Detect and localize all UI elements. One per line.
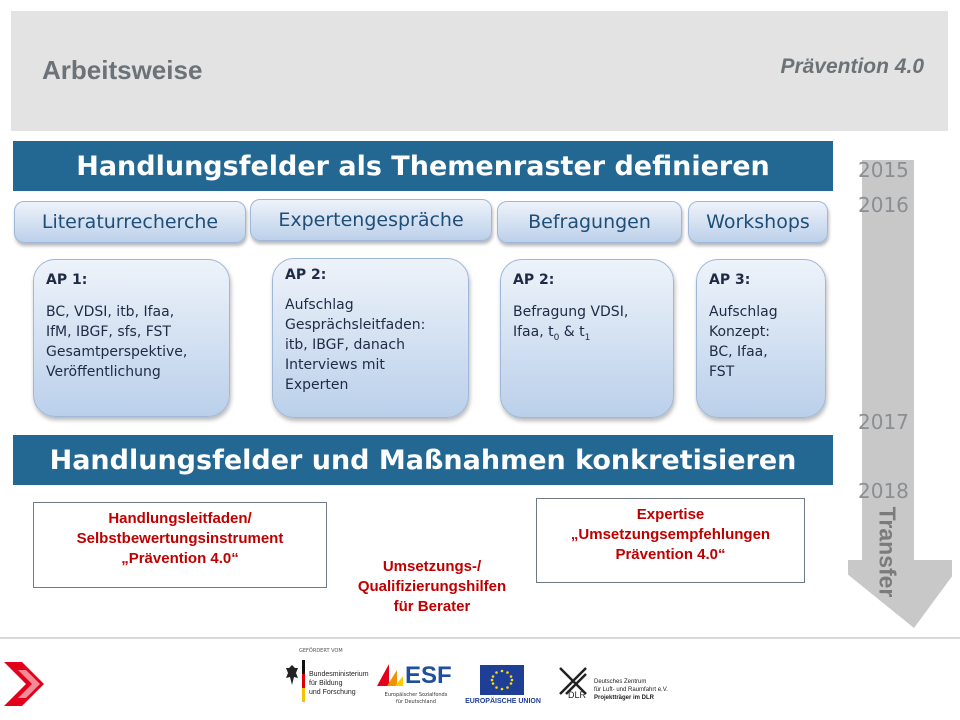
card-ap2-survey [500,259,674,418]
eu-logo [462,665,542,710]
esf-logo [375,660,455,712]
card-title: AP 1: [46,272,88,288]
dlr-logo [556,662,686,712]
bmbf-logo [285,648,370,714]
output-line: Qualifizierungshilfen [357,578,507,595]
card-line: Gesprächsleitfaden: [285,317,426,333]
card-line: Gesamtperspektive, [46,344,188,360]
brand-title: Prävention 4.0 [780,55,924,78]
output-line: Selbstbewertungsinstrument [76,530,284,547]
card-line: Interviews mit [285,357,385,373]
banner-define-fields: Handlungsfelder als Themenraster definieren [13,141,833,191]
card-line: Befragung VDSI, [513,304,629,320]
bmbf-name-line: Bundesministerium [309,671,369,678]
dlr-wordmark: DLR [568,690,587,700]
dlr-caption-line: Projektträger im DLR [594,695,655,701]
flag-black [302,660,305,674]
eu-caption: EUROPÄISCHE UNION [465,698,541,705]
card-line: BC, Ifaa, [709,344,768,360]
output-line: „Umsetzungsempfehlungen [570,526,771,543]
chevron-logo-icon [0,660,52,710]
output-line: Handlungsleitfaden/ [108,510,252,527]
footer-divider [0,637,960,639]
card-line: Veröffentlichung [46,364,161,380]
year-2016: 2016 [858,193,909,217]
flag-red [302,674,305,688]
bmbf-name-line: und Forschung [309,689,356,696]
card-ap1 [33,259,230,417]
output-line: Umsetzungs-/ [382,558,482,575]
output-expertise [536,498,805,583]
card-line: Aufschlag [285,297,354,313]
card-line: IfM, IBGF, sfs, FST [46,324,171,340]
card-line: BC, VDSI, itb, Ifaa, [46,304,175,320]
output-line: „Prävention 4.0“ [121,550,239,567]
card-line-subscript: Ifaa, $t_0$ & $t_1$ [513,324,591,343]
output-guide [33,502,327,588]
card-title: AP 2: [513,272,555,288]
dlr-caption-line: Deutsches Zentrum [594,679,647,685]
dlr-caption-line: für Luft- und Raumfahrt e.V. [594,687,668,693]
year-2015: 2015 [858,158,909,182]
esf-caption-line: Europäischer Sozialfonds [384,692,448,698]
card-title: AP 2: [285,267,327,283]
output-line: für Berater [393,598,471,615]
output-line: Expertise [636,506,705,523]
eu-flag-icon [480,665,524,695]
esf-wordmark: ESF [405,662,452,689]
method-literature: Literaturrecherche [14,201,246,243]
method-surveys: Befragungen [497,201,682,243]
flag-gold [302,688,305,702]
card-line: Aufschlag [709,304,778,320]
year-2018: 2018 [858,479,909,503]
bmbf-caption: GEFÖRDERT VOM [299,648,343,654]
banner-concretize-fields: Handlungsfelder und Maßnahmen konkretisieren [13,435,833,485]
card-ap2-interviews [272,258,469,418]
card-line: itb, IBGF, danach [285,337,405,353]
slide-title: Arbeitsweise [42,55,203,85]
card-ap3 [696,259,826,418]
eagle-icon [285,664,299,686]
transfer-label: Transfer [874,506,901,598]
output-qualification [332,557,532,617]
card-line: Konzept: [709,324,770,340]
year-2017: 2017 [858,410,909,434]
method-expert-interviews: Expertengespräche [250,199,492,241]
output-line: Prävention 4.0“ [615,546,726,563]
esf-caption-line: für Deutschland [396,699,436,705]
card-title: AP 3: [709,272,751,288]
esf-mark-icon [375,662,405,688]
method-workshops: Workshops [688,201,828,243]
bmbf-name-line: für Bildung [309,680,343,687]
card-line: FST [709,364,735,380]
card-line: Experten [285,377,349,393]
